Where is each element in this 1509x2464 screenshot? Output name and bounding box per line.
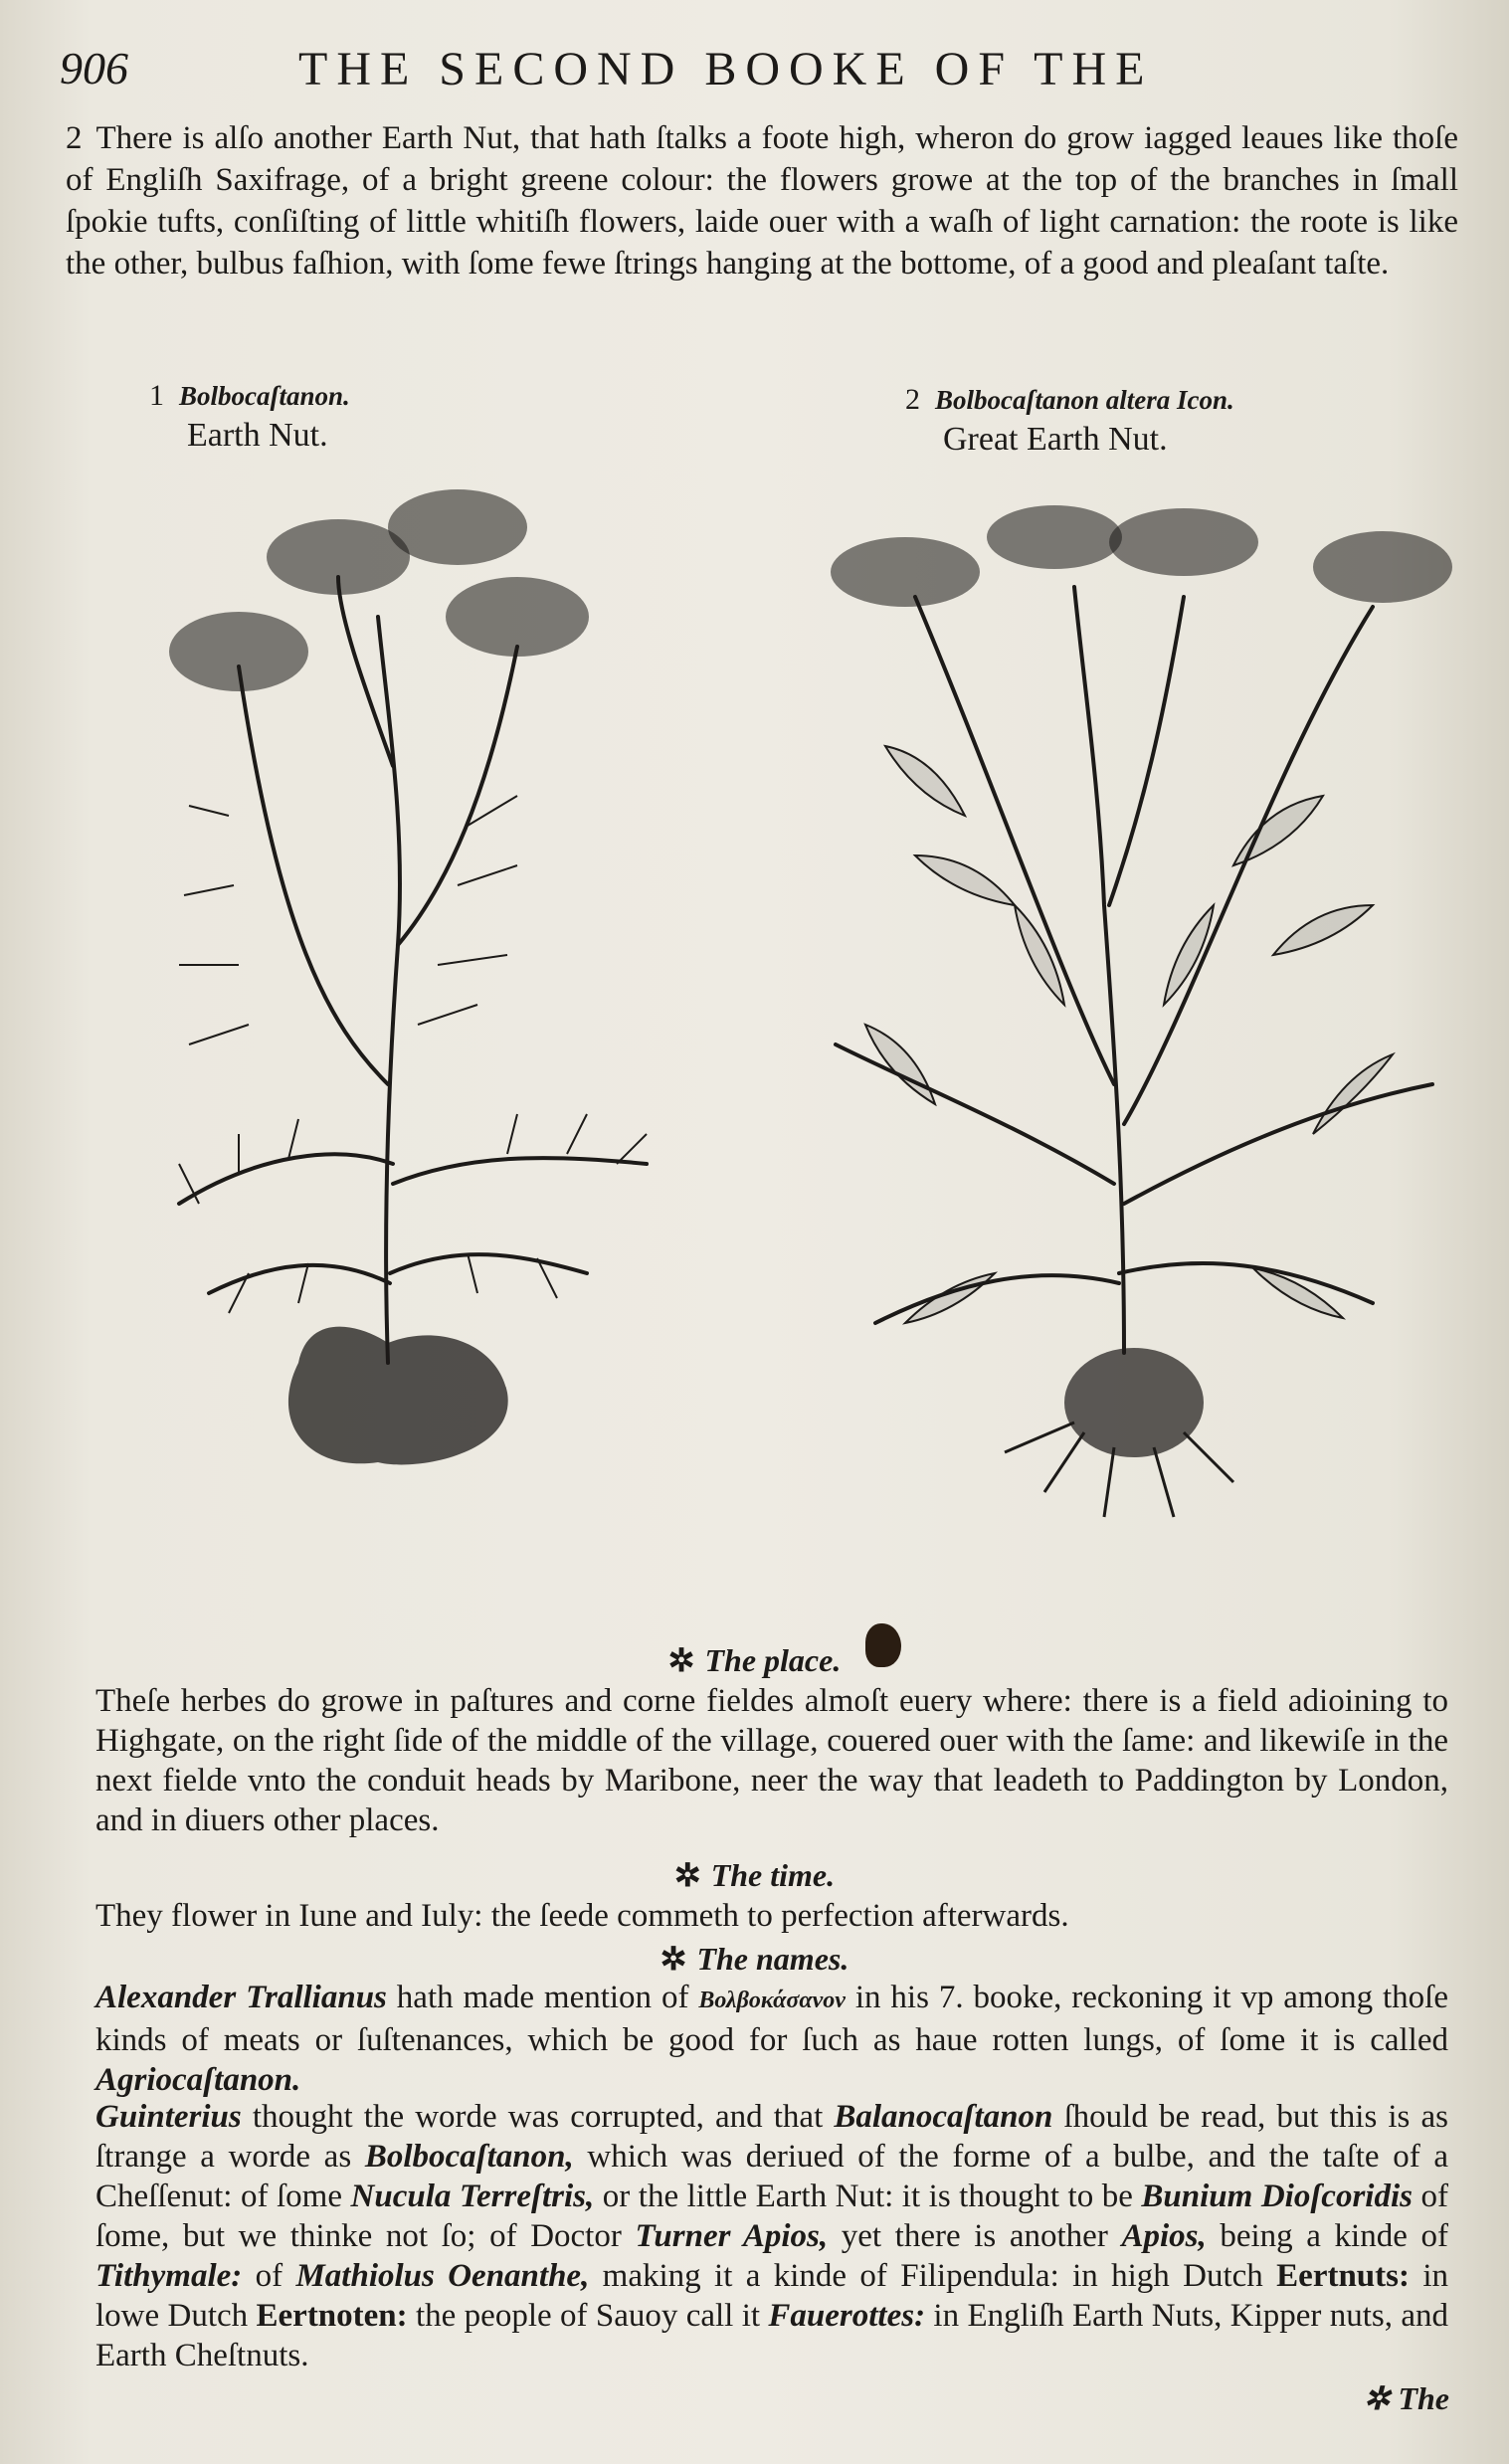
figure-2-caption xyxy=(905,380,1234,460)
text-run: thought the worde was corrupted, and that xyxy=(241,2099,835,2135)
great-earth-nut-woodcut xyxy=(816,487,1472,1542)
plant-name: Mathiolus Oenanthe, xyxy=(295,2258,590,2294)
author-trallianus: Alexander Trallianus xyxy=(95,1980,387,2015)
intro-paragraph xyxy=(66,117,1458,284)
text-run: of xyxy=(242,2258,296,2294)
text-run: ſhould be read, but this is as ſtrange a worde as xyxy=(95,2099,1448,2175)
author-guinterius: Guinterius xyxy=(95,2099,242,2135)
names-paragraph-1 xyxy=(95,1978,1448,2100)
text-run: hath made mention of xyxy=(386,1980,699,2015)
plant-name: Bolbocaſtanon, xyxy=(364,2139,574,2175)
names-heading xyxy=(0,1940,1509,1978)
plant-name: Fauerottes: xyxy=(768,2298,926,2334)
figure-1-caption xyxy=(149,376,350,456)
text-run: or the little Earth Nut: it is thought to be xyxy=(594,2179,1142,2214)
figure-2-english-name: Great Earth Nut. xyxy=(943,421,1168,458)
place-heading xyxy=(0,1641,1509,1679)
greek-name: Βολβοκάσανον xyxy=(698,1988,846,2013)
figure-1-number: 1 xyxy=(149,379,164,412)
text-run: yet there is another xyxy=(828,2218,1122,2254)
text-run: in his 7. booke, reckoning it vp among thoſe kinds of meats or ſuſtenances, which be good for ſuch as haue rotten lungs, of ſome it is called xyxy=(95,1980,1448,2058)
plant-name: Apios, xyxy=(1121,2218,1207,2254)
text-run: in lowe Dutch xyxy=(95,2258,1449,2334)
names-star-icon: ✲ xyxy=(660,1941,687,1977)
text-run: the people of Sauoy call it xyxy=(407,2298,769,2334)
running-head: THE SECOND BOOKE OF THE xyxy=(298,43,1154,95)
plant-name: Tithymale: xyxy=(95,2258,243,2294)
names-heading-text: The names. xyxy=(696,1941,849,1977)
page-number: 906 xyxy=(60,43,128,94)
names-paragraph-2 xyxy=(95,2097,1448,2375)
catchword: ✲ The xyxy=(1363,2380,1449,2416)
dutch-name: Eertnoten: xyxy=(256,2298,408,2334)
plant-name: Balanocaſtanon xyxy=(834,2099,1053,2135)
place-star-icon: ✲ xyxy=(667,1642,695,1678)
plant-name: Nucula Terreſtris, xyxy=(350,2179,595,2214)
intro-text: There is alſo another Earth Nut, that hath ſtalks a foote high, wheron do grow iagged leaues like thoſe of Engliſh Saxifrage, of a bright greene colour: the flowers growe at the top of the branches in ſmall ſpokie tufts, conſiſting of little whitiſh flowers, laide ouer with a waſh of light carnation: the roote is like the other, bulbus faſhion, with ſome fewe ſtrings hanging at the bottome, of a good and pleaſant taſte. xyxy=(66,120,1458,282)
text-run: which was deriued of the forme of a bulbe, and the taſte of a Cheſſenut: of ſome xyxy=(95,2139,1448,2214)
plant-name: Agriocaſtanon. xyxy=(95,2062,301,2098)
place-paragraph: Theſe herbes do growe in paſtures and corne fieldes almoſt euery where: there is a field adioining to Highgate, on the right ſide of the middle of the village, couered ouer with the ſame: and likewiſe in the next fielde vnto the conduit heads by Maribone, neer the way that leadeth to Paddington by London, and in diuers other places. xyxy=(95,1683,1448,1838)
time-paragraph: They flower in Iune and Iuly: the ſeede commeth to perfection afterwards. xyxy=(95,1898,1069,1934)
intro-number: 2 xyxy=(66,120,83,156)
time-heading-text: The time. xyxy=(710,1857,836,1893)
dutch-name: Eertnuts: xyxy=(1276,2258,1410,2294)
time-heading xyxy=(0,1856,1509,1894)
place-heading-text: The place. xyxy=(704,1642,842,1678)
figure-2-number: 2 xyxy=(905,383,920,416)
figure-2-latin-name: Bolbocaſtanon altera Icon. xyxy=(935,385,1234,415)
plant-name: Bunium Dioſcoridis xyxy=(1141,2179,1413,2214)
text-run: making it a kinde of Filipendula: in high Dutch xyxy=(589,2258,1277,2294)
time-star-icon: ✲ xyxy=(673,1857,701,1893)
plant-name: Turner Apios, xyxy=(635,2218,829,2254)
figure-1-english-name: Earth Nut. xyxy=(187,417,328,454)
figure-1-latin-name: Bolbocaſtanon. xyxy=(179,381,350,411)
text-run: being a kinde of xyxy=(1206,2218,1448,2254)
earth-nut-woodcut xyxy=(90,468,706,1512)
page-header xyxy=(60,42,1472,111)
text-run: of ſome, but we thinke not ſo; of Doctor xyxy=(95,2179,1448,2254)
text-run: in Engliſh Earth Nuts, Kipper nuts, and Earth Cheſtnuts. xyxy=(95,2298,1448,2373)
